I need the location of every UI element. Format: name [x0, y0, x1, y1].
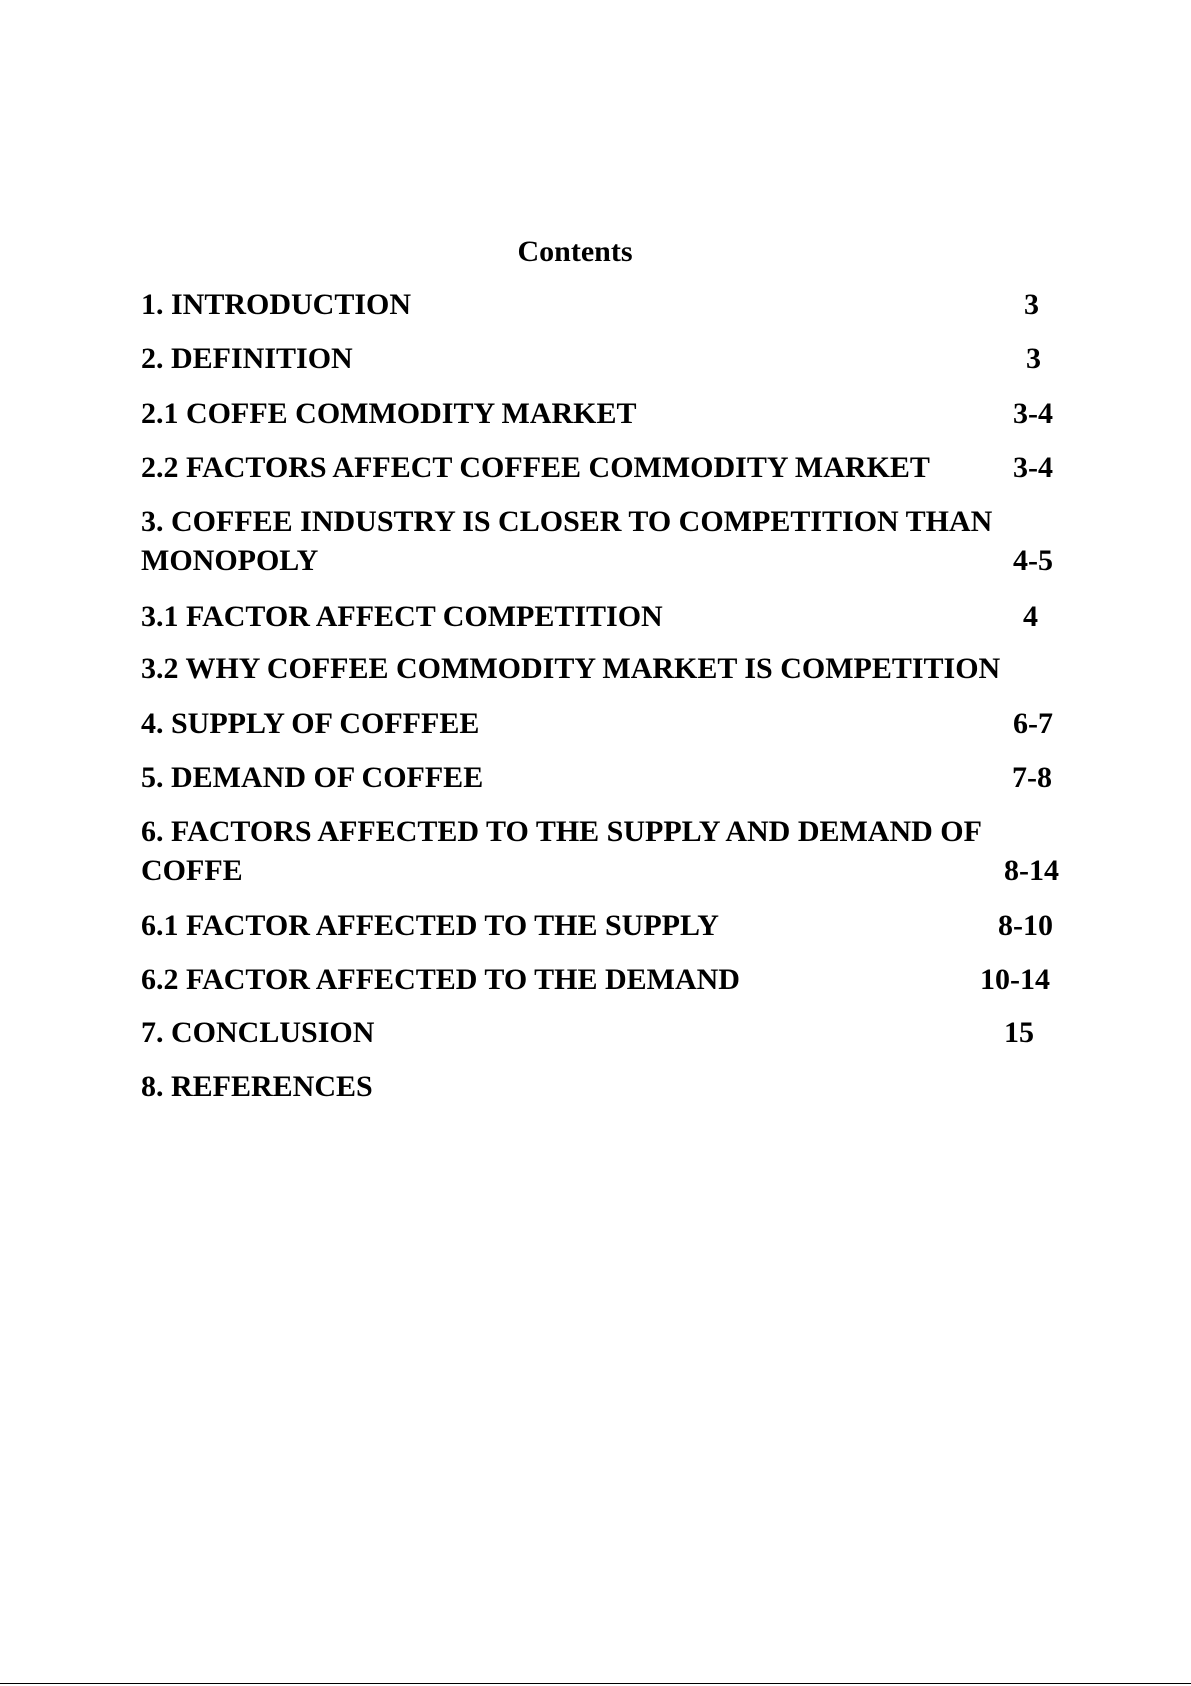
toc-title: Contents: [517, 235, 633, 268]
toc-entry-supply-of-coffee: 4. SUPPLY OF COFFFEE: [141, 707, 480, 740]
page-bottom-rule: [0, 1683, 1191, 1684]
toc-page-factor-supply: 8-10: [998, 909, 1053, 942]
toc-page-supply-demand-factors: 8-14: [1004, 854, 1059, 887]
toc-page-factor-affect-competition: 4: [1023, 600, 1038, 633]
toc-page-factor-demand: 10-14: [980, 963, 1050, 996]
toc-entry-conclusion: 7. CONCLUSION: [141, 1016, 375, 1049]
toc-page-supply-of-coffee: 6-7: [1013, 707, 1053, 740]
toc-page-introduction: 3: [1024, 288, 1039, 321]
toc-entry-demand-of-coffee: 5. DEMAND OF COFFEE: [141, 761, 484, 794]
toc-entry-factor-demand: 6.2 FACTOR AFFECTED TO THE DEMAND: [141, 963, 740, 996]
toc-page-definition: 3: [1026, 342, 1041, 375]
toc-page-factors-affect-market: 3-4: [1013, 451, 1053, 484]
toc-entry-supply-demand-factors: 6. FACTORS AFFECTED TO THE SUPPLY AND DEMAND OF: [141, 815, 982, 848]
toc-page-demand-of-coffee: 7-8: [1012, 761, 1052, 794]
toc-entry-factor-supply: 6.1 FACTOR AFFECTED TO THE SUPPLY: [141, 909, 719, 942]
toc-entry-factor-affect-competition: 3.1 FACTOR AFFECT COMPETITION: [141, 600, 663, 633]
toc-entry-introduction: 1. INTRODUCTION: [141, 288, 412, 321]
toc-page-conclusion: 15: [1004, 1016, 1034, 1049]
toc-entry-competition-vs-monopoly-cont: MONOPOLY: [141, 544, 319, 577]
toc-entry-factors-affect-market: 2.2 FACTORS AFFECT COFFEE COMMODITY MARKET: [141, 451, 930, 484]
toc-entry-references: 8. REFERENCES: [141, 1070, 373, 1103]
toc-page-coffee-commodity-market: 3-4: [1013, 397, 1053, 430]
toc-page-competition-vs-monopoly: 4-5: [1013, 544, 1053, 577]
toc-entry-definition: 2. DEFINITION: [141, 342, 353, 375]
toc-entry-supply-demand-factors-cont: COFFE: [141, 854, 243, 887]
toc-entry-coffee-commodity-market: 2.1 COFFE COMMODITY MARKET: [141, 397, 637, 430]
toc-entry-competition-vs-monopoly: 3. COFFEE INDUSTRY IS CLOSER TO COMPETITION THAN: [141, 505, 993, 538]
toc-entry-why-competition: 3.2 WHY COFFEE COMMODITY MARKET IS COMPETITION: [141, 652, 1001, 685]
